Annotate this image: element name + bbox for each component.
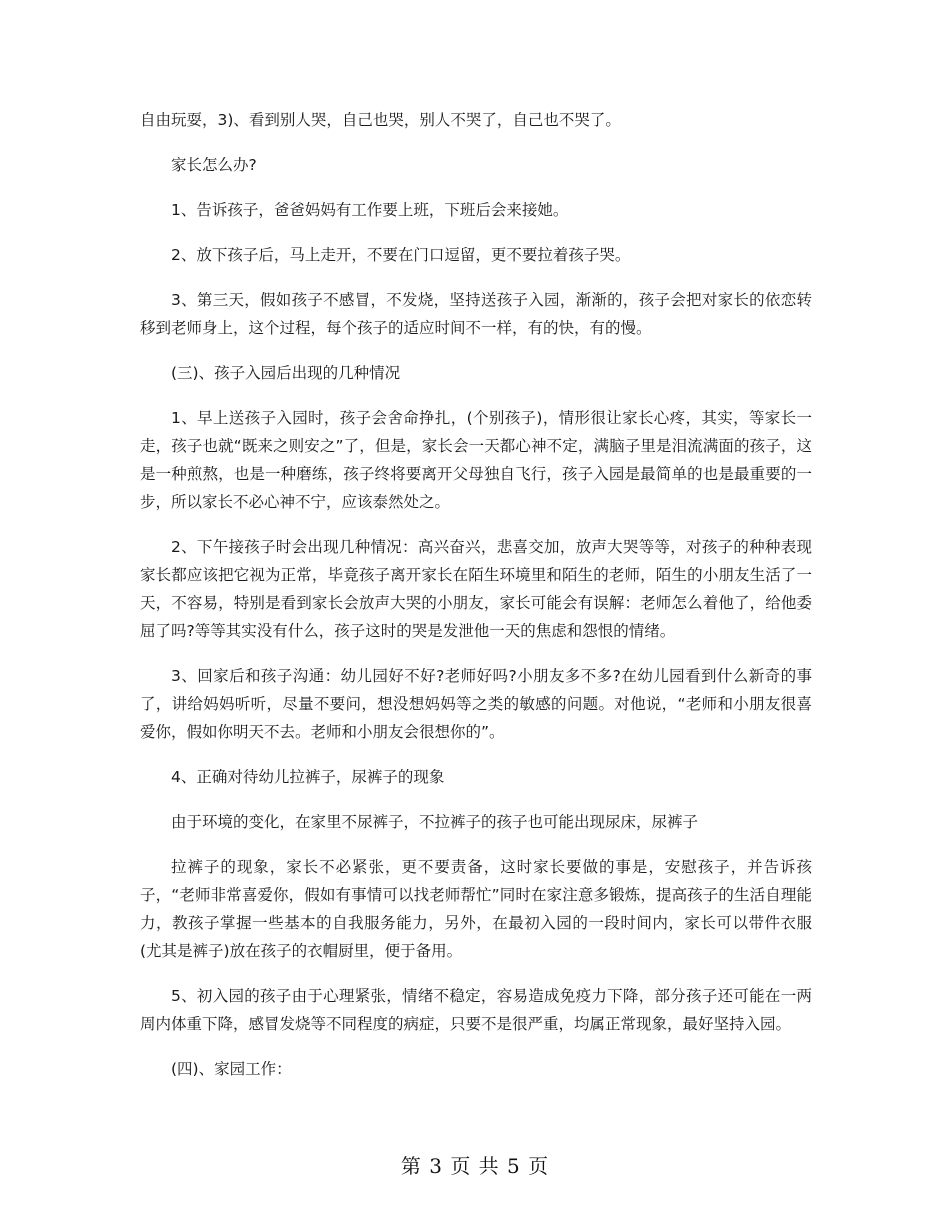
section-heading-3: (三)、孩子入园后出现的几种情况 xyxy=(171,364,401,382)
paragraph-situation-3: 3、回家后和孩子沟通：幼儿园好不好?老师好吗?小朋友多不多?在幼儿园看到什么新奇的事了，讲给妈妈听听，尽量不要问，想没想妈妈等之类的敏感的问题。对他说，“老师和小朋友很喜爱你，假如你明天不去。老师和小朋友会很想你的”。 xyxy=(140,667,812,741)
page-number-footer: 第 3 页 共 5 页 xyxy=(400,1154,550,1178)
paragraph-parent-question: 家长怎么办? xyxy=(171,156,257,174)
paragraph-situation-1: 1、早上送孩子入园时，孩子会舍命挣扎，(个别孩子)，情形很让家长心疼，其实，等家长一走，孩子也就“既来之则安之”了，但是，家长会一天都心神不定，满脑子里是泪流满面的孩子，这是一种煎熬，也是一种磨练，孩子终将要离开父母独自飞行，孩子入园是最简单的也是最重要的一步，所以家长不必心神不宁，应该泰然处之。 xyxy=(140,409,812,511)
paragraph-situation-4-intro: 由于环境的变化，在家里不尿裤子，不拉裤子的孩子也可能出现尿床，尿裤子 xyxy=(171,813,699,831)
document-body xyxy=(140,106,812,1100)
section-heading-4: (四)、家园工作： xyxy=(171,1060,292,1078)
paragraph-item-2: 2、放下孩子后，马上走开，不要在门口逗留，更不要拉着孩子哭。 xyxy=(171,246,631,264)
paragraph-situation-2: 2、下午接孩子时会出现几种情况：高兴奋兴，悲喜交加，放声大哭等等，对孩子的种种表现家长都应该把它视为正常，毕竟孩子离开家长在陌生环境里和陌生的老师，陌生的小朋友生活了一天，不容易，特别是看到家长会放声大哭的小朋友，家长可能会有误解：老师怎么着他了，给他委屈了吗?等等其实没有什么，孩子这时的哭是发泄他一天的焦虑和怨恨的情绪。 xyxy=(140,538,812,640)
paragraph-continuation: 自由玩耍，3)、看到别人哭，自己也哭，别人不哭了，自己也不哭了。 xyxy=(140,111,621,129)
paragraph-situation-4-body: 拉裤子的现象，家长不必紧张，更不要责备，这时家长要做的事是，安慰孩子，并告诉孩子，“老师非常喜爱你，假如有事情可以找老师帮忙”同时在家注意多锻炼，提高孩子的生活自理能力，教孩子掌握一些基本的自我服务能力，另外，在最初入园的一段时间内，家长可以带件衣服(尤其是裤子)放在孩子的衣帽厨里，便于备用。 xyxy=(140,858,812,960)
paragraph-situation-4-heading: 4、正确对待幼儿拉裤子，尿裤子的现象 xyxy=(171,768,445,786)
paragraph-situation-5: 5、初入园的孩子由于心理紧张，情绪不稳定，容易造成免疫力下降，部分孩子还可能在一两周内体重下降，感冒发烧等不同程度的病症，只要不是很严重，均属正常现象，最好坚持入园。 xyxy=(140,987,812,1033)
paragraph-item-1: 1、告诉孩子，爸爸妈妈有工作要上班，下班后会来接她。 xyxy=(171,201,569,219)
paragraph-item-3: 3、第三天，假如孩子不感冒，不发烧，坚持送孩子入园，渐渐的，孩子会把对家长的依恋转移到老师身上，这个过程，每个孩子的适应时间不一样，有的快，有的慢。 xyxy=(140,291,812,337)
